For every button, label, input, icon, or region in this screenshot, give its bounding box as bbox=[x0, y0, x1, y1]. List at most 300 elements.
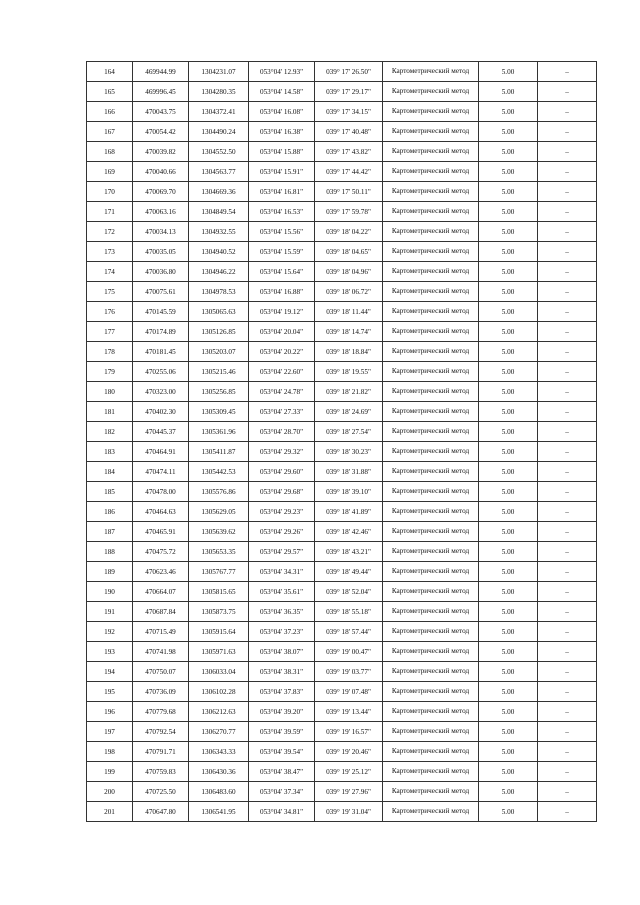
note-cell: – bbox=[538, 142, 597, 162]
note-cell: – bbox=[538, 122, 597, 142]
point-number-cell: 201 bbox=[87, 802, 133, 822]
note-cell: – bbox=[538, 402, 597, 422]
point-number-cell: 179 bbox=[87, 362, 133, 382]
latitude-cell: 053°04' 39.59" bbox=[249, 722, 315, 742]
point-number-cell: 167 bbox=[87, 122, 133, 142]
method-cell: Картометрический метод bbox=[383, 342, 479, 362]
table-row bbox=[87, 182, 597, 202]
latitude-cell: 053°04' 29.26" bbox=[249, 522, 315, 542]
point-number-cell: 182 bbox=[87, 422, 133, 442]
method-cell: Картометрический метод bbox=[383, 382, 479, 402]
method-cell: Картометрический метод bbox=[383, 702, 479, 722]
longitude-cell: 039° 18' 27.54" bbox=[315, 422, 383, 442]
accuracy-cell: 5.00 bbox=[479, 82, 538, 102]
note-cell: – bbox=[538, 662, 597, 682]
table-row bbox=[87, 402, 597, 422]
point-number-cell: 184 bbox=[87, 462, 133, 482]
y-coordinate-cell: 1305361.96 bbox=[189, 422, 249, 442]
x-coordinate-cell: 470725.50 bbox=[133, 782, 189, 802]
method-cell: Картометрический метод bbox=[383, 642, 479, 662]
table-row bbox=[87, 802, 597, 822]
accuracy-cell: 5.00 bbox=[479, 102, 538, 122]
longitude-cell: 039° 18' 39.10" bbox=[315, 482, 383, 502]
longitude-cell: 039° 19' 25.12" bbox=[315, 762, 383, 782]
method-cell: Картометрический метод bbox=[383, 462, 479, 482]
x-coordinate-cell: 470145.59 bbox=[133, 302, 189, 322]
x-coordinate-cell: 470063.16 bbox=[133, 202, 189, 222]
latitude-cell: 053°04' 28.70" bbox=[249, 422, 315, 442]
x-coordinate-cell: 470791.71 bbox=[133, 742, 189, 762]
y-coordinate-cell: 1304280.35 bbox=[189, 82, 249, 102]
x-coordinate-cell: 470647.80 bbox=[133, 802, 189, 822]
note-cell: – bbox=[538, 542, 597, 562]
latitude-cell: 053°04' 37.23" bbox=[249, 622, 315, 642]
accuracy-cell: 5.00 bbox=[479, 142, 538, 162]
note-cell: – bbox=[538, 682, 597, 702]
method-cell: Картометрический метод bbox=[383, 482, 479, 502]
accuracy-cell: 5.00 bbox=[479, 322, 538, 342]
longitude-cell: 039° 19' 00.47" bbox=[315, 642, 383, 662]
coordinates-table bbox=[86, 61, 597, 822]
longitude-cell: 039° 17' 34.15" bbox=[315, 102, 383, 122]
method-cell: Картометрический метод bbox=[383, 222, 479, 242]
table-row bbox=[87, 262, 597, 282]
point-number-cell: 198 bbox=[87, 742, 133, 762]
method-cell: Картометрический метод bbox=[383, 362, 479, 382]
accuracy-cell: 5.00 bbox=[479, 602, 538, 622]
point-number-cell: 193 bbox=[87, 642, 133, 662]
point-number-cell: 192 bbox=[87, 622, 133, 642]
latitude-cell: 053°04' 16.38" bbox=[249, 122, 315, 142]
longitude-cell: 039° 18' 43.21" bbox=[315, 542, 383, 562]
x-coordinate-cell: 470792.54 bbox=[133, 722, 189, 742]
accuracy-cell: 5.00 bbox=[479, 562, 538, 582]
longitude-cell: 039° 18' 04.65" bbox=[315, 242, 383, 262]
table-row bbox=[87, 242, 597, 262]
method-cell: Картометрический метод bbox=[383, 722, 479, 742]
point-number-cell: 196 bbox=[87, 702, 133, 722]
note-cell: – bbox=[538, 262, 597, 282]
accuracy-cell: 5.00 bbox=[479, 122, 538, 142]
accuracy-cell: 5.00 bbox=[479, 662, 538, 682]
point-number-cell: 174 bbox=[87, 262, 133, 282]
longitude-cell: 039° 18' 11.44" bbox=[315, 302, 383, 322]
note-cell: – bbox=[538, 522, 597, 542]
note-cell: – bbox=[538, 422, 597, 442]
x-coordinate-cell: 470034.13 bbox=[133, 222, 189, 242]
longitude-cell: 039° 18' 21.82" bbox=[315, 382, 383, 402]
table-row bbox=[87, 362, 597, 382]
y-coordinate-cell: 1305815.65 bbox=[189, 582, 249, 602]
y-coordinate-cell: 1304490.24 bbox=[189, 122, 249, 142]
method-cell: Картометрический метод bbox=[383, 562, 479, 582]
y-coordinate-cell: 1305411.87 bbox=[189, 442, 249, 462]
y-coordinate-cell: 1304669.36 bbox=[189, 182, 249, 202]
note-cell: – bbox=[538, 462, 597, 482]
latitude-cell: 053°04' 29.57" bbox=[249, 542, 315, 562]
longitude-cell: 039° 18' 18.84" bbox=[315, 342, 383, 362]
method-cell: Картометрический метод bbox=[383, 182, 479, 202]
accuracy-cell: 5.00 bbox=[479, 382, 538, 402]
x-coordinate-cell: 470040.66 bbox=[133, 162, 189, 182]
longitude-cell: 039° 18' 06.72" bbox=[315, 282, 383, 302]
longitude-cell: 039° 18' 52.04" bbox=[315, 582, 383, 602]
table-row bbox=[87, 462, 597, 482]
table-row bbox=[87, 442, 597, 462]
method-cell: Картометрический метод bbox=[383, 202, 479, 222]
accuracy-cell: 5.00 bbox=[479, 282, 538, 302]
y-coordinate-cell: 1304231.07 bbox=[189, 62, 249, 82]
accuracy-cell: 5.00 bbox=[479, 742, 538, 762]
latitude-cell: 053°04' 39.20" bbox=[249, 702, 315, 722]
latitude-cell: 053°04' 22.60" bbox=[249, 362, 315, 382]
y-coordinate-cell: 1304978.53 bbox=[189, 282, 249, 302]
note-cell: – bbox=[538, 162, 597, 182]
longitude-cell: 039° 18' 30.23" bbox=[315, 442, 383, 462]
x-coordinate-cell: 470736.09 bbox=[133, 682, 189, 702]
method-cell: Картометрический метод bbox=[383, 582, 479, 602]
point-number-cell: 178 bbox=[87, 342, 133, 362]
point-number-cell: 165 bbox=[87, 82, 133, 102]
latitude-cell: 053°04' 15.88" bbox=[249, 142, 315, 162]
x-coordinate-cell: 470715.49 bbox=[133, 622, 189, 642]
point-number-cell: 199 bbox=[87, 762, 133, 782]
table-row bbox=[87, 582, 597, 602]
latitude-cell: 053°04' 37.34" bbox=[249, 782, 315, 802]
longitude-cell: 039° 19' 20.46" bbox=[315, 742, 383, 762]
table-row bbox=[87, 722, 597, 742]
method-cell: Картометрический метод bbox=[383, 802, 479, 822]
latitude-cell: 053°04' 16.88" bbox=[249, 282, 315, 302]
y-coordinate-cell: 1305971.63 bbox=[189, 642, 249, 662]
method-cell: Картометрический метод bbox=[383, 622, 479, 642]
table-row bbox=[87, 502, 597, 522]
accuracy-cell: 5.00 bbox=[479, 622, 538, 642]
y-coordinate-cell: 1305215.46 bbox=[189, 362, 249, 382]
accuracy-cell: 5.00 bbox=[479, 262, 538, 282]
longitude-cell: 039° 18' 24.69" bbox=[315, 402, 383, 422]
table-row bbox=[87, 762, 597, 782]
note-cell: – bbox=[538, 222, 597, 242]
y-coordinate-cell: 1304940.52 bbox=[189, 242, 249, 262]
accuracy-cell: 5.00 bbox=[479, 462, 538, 482]
latitude-cell: 053°04' 16.08" bbox=[249, 102, 315, 122]
table-row bbox=[87, 122, 597, 142]
longitude-cell: 039° 18' 14.74" bbox=[315, 322, 383, 342]
y-coordinate-cell: 1306430.36 bbox=[189, 762, 249, 782]
accuracy-cell: 5.00 bbox=[479, 642, 538, 662]
note-cell: – bbox=[538, 802, 597, 822]
longitude-cell: 039° 18' 19.55" bbox=[315, 362, 383, 382]
y-coordinate-cell: 1305203.07 bbox=[189, 342, 249, 362]
latitude-cell: 053°04' 35.61" bbox=[249, 582, 315, 602]
note-cell: – bbox=[538, 762, 597, 782]
method-cell: Картометрический метод bbox=[383, 422, 479, 442]
point-number-cell: 195 bbox=[87, 682, 133, 702]
accuracy-cell: 5.00 bbox=[479, 522, 538, 542]
note-cell: – bbox=[538, 242, 597, 262]
table-row bbox=[87, 562, 597, 582]
latitude-cell: 053°04' 24.78" bbox=[249, 382, 315, 402]
note-cell: – bbox=[538, 202, 597, 222]
point-number-cell: 186 bbox=[87, 502, 133, 522]
note-cell: – bbox=[538, 362, 597, 382]
latitude-cell: 053°04' 29.68" bbox=[249, 482, 315, 502]
longitude-cell: 039° 17' 40.48" bbox=[315, 122, 383, 142]
table-row bbox=[87, 482, 597, 502]
method-cell: Картометрический метод bbox=[383, 302, 479, 322]
y-coordinate-cell: 1305767.77 bbox=[189, 562, 249, 582]
table-row bbox=[87, 782, 597, 802]
latitude-cell: 053°04' 15.91" bbox=[249, 162, 315, 182]
x-coordinate-cell: 470036.80 bbox=[133, 262, 189, 282]
latitude-cell: 053°04' 15.64" bbox=[249, 262, 315, 282]
table-row bbox=[87, 162, 597, 182]
x-coordinate-cell: 470474.11 bbox=[133, 462, 189, 482]
table-row bbox=[87, 662, 597, 682]
point-number-cell: 169 bbox=[87, 162, 133, 182]
latitude-cell: 053°04' 38.31" bbox=[249, 662, 315, 682]
accuracy-cell: 5.00 bbox=[479, 802, 538, 822]
method-cell: Картометрический метод bbox=[383, 442, 479, 462]
accuracy-cell: 5.00 bbox=[479, 702, 538, 722]
note-cell: – bbox=[538, 782, 597, 802]
y-coordinate-cell: 1304563.77 bbox=[189, 162, 249, 182]
longitude-cell: 039° 18' 04.96" bbox=[315, 262, 383, 282]
x-coordinate-cell: 470402.30 bbox=[133, 402, 189, 422]
note-cell: – bbox=[538, 182, 597, 202]
table-row bbox=[87, 642, 597, 662]
table-row bbox=[87, 322, 597, 342]
y-coordinate-cell: 1304552.50 bbox=[189, 142, 249, 162]
y-coordinate-cell: 1304372.41 bbox=[189, 102, 249, 122]
point-number-cell: 176 bbox=[87, 302, 133, 322]
accuracy-cell: 5.00 bbox=[479, 422, 538, 442]
x-coordinate-cell: 470069.70 bbox=[133, 182, 189, 202]
x-coordinate-cell: 470664.07 bbox=[133, 582, 189, 602]
latitude-cell: 053°04' 19.12" bbox=[249, 302, 315, 322]
accuracy-cell: 5.00 bbox=[479, 242, 538, 262]
accuracy-cell: 5.00 bbox=[479, 502, 538, 522]
longitude-cell: 039° 19' 16.57" bbox=[315, 722, 383, 742]
method-cell: Картометрический метод bbox=[383, 142, 479, 162]
latitude-cell: 053°04' 16.81" bbox=[249, 182, 315, 202]
table-row bbox=[87, 382, 597, 402]
x-coordinate-cell: 470464.91 bbox=[133, 442, 189, 462]
y-coordinate-cell: 1305442.53 bbox=[189, 462, 249, 482]
note-cell: – bbox=[538, 382, 597, 402]
accuracy-cell: 5.00 bbox=[479, 362, 538, 382]
method-cell: Картометрический метод bbox=[383, 262, 479, 282]
point-number-cell: 170 bbox=[87, 182, 133, 202]
longitude-cell: 039° 17' 59.78" bbox=[315, 202, 383, 222]
note-cell: – bbox=[538, 282, 597, 302]
y-coordinate-cell: 1306270.77 bbox=[189, 722, 249, 742]
table-row bbox=[87, 282, 597, 302]
y-coordinate-cell: 1306343.33 bbox=[189, 742, 249, 762]
note-cell: – bbox=[538, 62, 597, 82]
longitude-cell: 039° 18' 31.88" bbox=[315, 462, 383, 482]
table-row bbox=[87, 682, 597, 702]
table-row bbox=[87, 342, 597, 362]
x-coordinate-cell: 470075.61 bbox=[133, 282, 189, 302]
method-cell: Картометрический метод bbox=[383, 602, 479, 622]
x-coordinate-cell: 470465.91 bbox=[133, 522, 189, 542]
table-row bbox=[87, 522, 597, 542]
x-coordinate-cell: 470323.00 bbox=[133, 382, 189, 402]
y-coordinate-cell: 1305629.05 bbox=[189, 502, 249, 522]
table-body bbox=[87, 62, 597, 822]
accuracy-cell: 5.00 bbox=[479, 62, 538, 82]
y-coordinate-cell: 1305653.35 bbox=[189, 542, 249, 562]
accuracy-cell: 5.00 bbox=[479, 302, 538, 322]
y-coordinate-cell: 1306212.63 bbox=[189, 702, 249, 722]
accuracy-cell: 5.00 bbox=[479, 182, 538, 202]
note-cell: – bbox=[538, 102, 597, 122]
method-cell: Картометрический метод bbox=[383, 742, 479, 762]
longitude-cell: 039° 19' 07.48" bbox=[315, 682, 383, 702]
latitude-cell: 053°04' 20.22" bbox=[249, 342, 315, 362]
point-number-cell: 177 bbox=[87, 322, 133, 342]
point-number-cell: 185 bbox=[87, 482, 133, 502]
point-number-cell: 190 bbox=[87, 582, 133, 602]
note-cell: – bbox=[538, 342, 597, 362]
y-coordinate-cell: 1306483.60 bbox=[189, 782, 249, 802]
point-number-cell: 194 bbox=[87, 662, 133, 682]
point-number-cell: 197 bbox=[87, 722, 133, 742]
method-cell: Картометрический метод bbox=[383, 762, 479, 782]
latitude-cell: 053°04' 16.53" bbox=[249, 202, 315, 222]
accuracy-cell: 5.00 bbox=[479, 342, 538, 362]
note-cell: – bbox=[538, 582, 597, 602]
longitude-cell: 039° 17' 50.11" bbox=[315, 182, 383, 202]
method-cell: Картометрический метод bbox=[383, 242, 479, 262]
longitude-cell: 039° 18' 49.44" bbox=[315, 562, 383, 582]
y-coordinate-cell: 1305126.85 bbox=[189, 322, 249, 342]
longitude-cell: 039° 19' 27.96" bbox=[315, 782, 383, 802]
point-number-cell: 166 bbox=[87, 102, 133, 122]
note-cell: – bbox=[538, 722, 597, 742]
point-number-cell: 181 bbox=[87, 402, 133, 422]
latitude-cell: 053°04' 12.93" bbox=[249, 62, 315, 82]
y-coordinate-cell: 1304849.54 bbox=[189, 202, 249, 222]
y-coordinate-cell: 1305873.75 bbox=[189, 602, 249, 622]
longitude-cell: 039° 19' 03.77" bbox=[315, 662, 383, 682]
note-cell: – bbox=[538, 302, 597, 322]
table-row bbox=[87, 202, 597, 222]
x-coordinate-cell: 470687.84 bbox=[133, 602, 189, 622]
y-coordinate-cell: 1306102.28 bbox=[189, 682, 249, 702]
method-cell: Картометрический метод bbox=[383, 282, 479, 302]
longitude-cell: 039° 17' 44.42" bbox=[315, 162, 383, 182]
method-cell: Картометрический метод bbox=[383, 682, 479, 702]
point-number-cell: 188 bbox=[87, 542, 133, 562]
accuracy-cell: 5.00 bbox=[479, 762, 538, 782]
latitude-cell: 053°04' 34.81" bbox=[249, 802, 315, 822]
longitude-cell: 039° 17' 43.82" bbox=[315, 142, 383, 162]
table-row bbox=[87, 222, 597, 242]
method-cell: Картометрический метод bbox=[383, 102, 479, 122]
x-coordinate-cell: 470475.72 bbox=[133, 542, 189, 562]
latitude-cell: 053°04' 29.60" bbox=[249, 462, 315, 482]
x-coordinate-cell: 470181.45 bbox=[133, 342, 189, 362]
x-coordinate-cell: 470779.68 bbox=[133, 702, 189, 722]
x-coordinate-cell: 470255.06 bbox=[133, 362, 189, 382]
accuracy-cell: 5.00 bbox=[479, 782, 538, 802]
x-coordinate-cell: 470750.07 bbox=[133, 662, 189, 682]
x-coordinate-cell: 470035.05 bbox=[133, 242, 189, 262]
table-row bbox=[87, 142, 597, 162]
longitude-cell: 039° 18' 57.44" bbox=[315, 622, 383, 642]
latitude-cell: 053°04' 38.07" bbox=[249, 642, 315, 662]
longitude-cell: 039° 17' 26.50" bbox=[315, 62, 383, 82]
latitude-cell: 053°04' 15.56" bbox=[249, 222, 315, 242]
longitude-cell: 039° 18' 42.46" bbox=[315, 522, 383, 542]
longitude-cell: 039° 18' 04.22" bbox=[315, 222, 383, 242]
latitude-cell: 053°04' 14.58" bbox=[249, 82, 315, 102]
accuracy-cell: 5.00 bbox=[479, 402, 538, 422]
note-cell: – bbox=[538, 502, 597, 522]
note-cell: – bbox=[538, 562, 597, 582]
accuracy-cell: 5.00 bbox=[479, 202, 538, 222]
x-coordinate-cell: 470054.42 bbox=[133, 122, 189, 142]
method-cell: Картометрический метод bbox=[383, 162, 479, 182]
note-cell: – bbox=[538, 482, 597, 502]
point-number-cell: 189 bbox=[87, 562, 133, 582]
table-row bbox=[87, 602, 597, 622]
y-coordinate-cell: 1306541.95 bbox=[189, 802, 249, 822]
longitude-cell: 039° 17' 29.17" bbox=[315, 82, 383, 102]
method-cell: Картометрический метод bbox=[383, 322, 479, 342]
x-coordinate-cell: 470464.63 bbox=[133, 502, 189, 522]
note-cell: – bbox=[538, 642, 597, 662]
point-number-cell: 168 bbox=[87, 142, 133, 162]
method-cell: Картометрический метод bbox=[383, 62, 479, 82]
latitude-cell: 053°04' 27.33" bbox=[249, 402, 315, 422]
table-row bbox=[87, 622, 597, 642]
x-coordinate-cell: 470741.98 bbox=[133, 642, 189, 662]
x-coordinate-cell: 470623.46 bbox=[133, 562, 189, 582]
method-cell: Картометрический метод bbox=[383, 542, 479, 562]
y-coordinate-cell: 1305576.86 bbox=[189, 482, 249, 502]
latitude-cell: 053°04' 38.47" bbox=[249, 762, 315, 782]
table-row bbox=[87, 102, 597, 122]
method-cell: Картометрический метод bbox=[383, 662, 479, 682]
y-coordinate-cell: 1305065.63 bbox=[189, 302, 249, 322]
latitude-cell: 053°04' 34.31" bbox=[249, 562, 315, 582]
x-coordinate-cell: 469944.99 bbox=[133, 62, 189, 82]
latitude-cell: 053°04' 15.59" bbox=[249, 242, 315, 262]
y-coordinate-cell: 1305639.62 bbox=[189, 522, 249, 542]
x-coordinate-cell: 470043.75 bbox=[133, 102, 189, 122]
longitude-cell: 039° 18' 41.89" bbox=[315, 502, 383, 522]
latitude-cell: 053°04' 29.32" bbox=[249, 442, 315, 462]
accuracy-cell: 5.00 bbox=[479, 222, 538, 242]
method-cell: Картометрический метод bbox=[383, 502, 479, 522]
accuracy-cell: 5.00 bbox=[479, 582, 538, 602]
accuracy-cell: 5.00 bbox=[479, 442, 538, 462]
x-coordinate-cell: 470759.83 bbox=[133, 762, 189, 782]
point-number-cell: 175 bbox=[87, 282, 133, 302]
accuracy-cell: 5.00 bbox=[479, 722, 538, 742]
point-number-cell: 173 bbox=[87, 242, 133, 262]
longitude-cell: 039° 18' 55.18" bbox=[315, 602, 383, 622]
latitude-cell: 053°04' 29.23" bbox=[249, 502, 315, 522]
point-number-cell: 171 bbox=[87, 202, 133, 222]
note-cell: – bbox=[538, 702, 597, 722]
latitude-cell: 053°04' 39.54" bbox=[249, 742, 315, 762]
note-cell: – bbox=[538, 602, 597, 622]
